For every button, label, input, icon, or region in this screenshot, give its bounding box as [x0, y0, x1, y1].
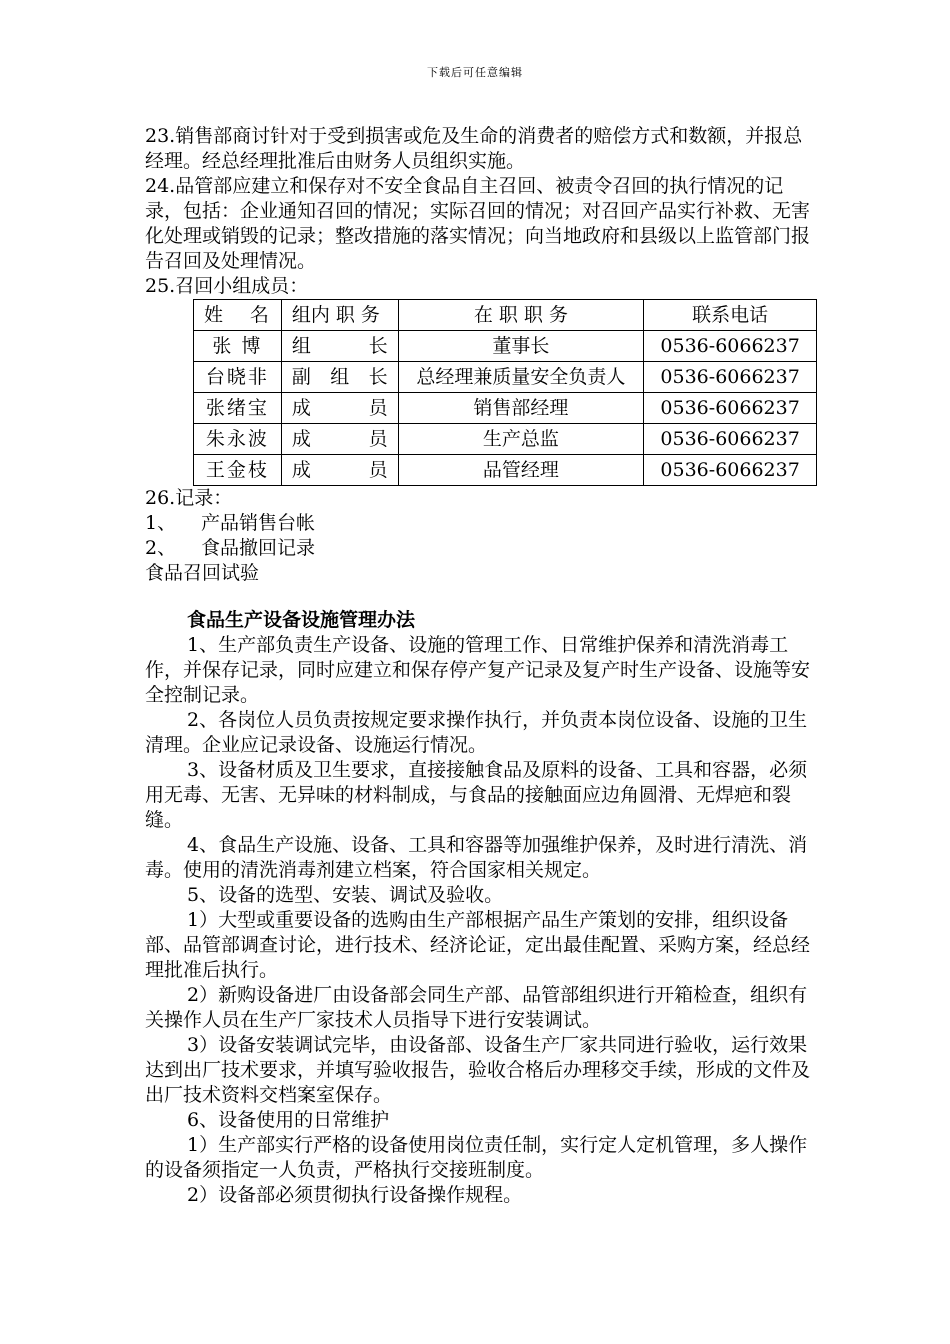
table-row [194, 424, 817, 455]
list-item [145, 536, 817, 561]
member-position: 总经理兼质量安全负责人 [398, 362, 644, 393]
list-number: 1、 [145, 512, 177, 534]
section-paragraph: 2）设备部必须贯彻执行设备操作规程。 [187, 1184, 523, 1206]
header-team-role: 组内 职 务 [281, 300, 398, 331]
member-role: 成 员 [281, 455, 398, 486]
section-paragraph: 2）新购设备进厂由设备部会同生产部、品管部组织进行开箱检查，组织有关操作人员在生产厂家技术人员指导下进行安装调试。 [145, 984, 808, 1031]
member-phone: 0536-6066237 [644, 393, 817, 424]
records-trailer: 食品召回试验 [145, 562, 260, 584]
table-header-row [194, 300, 817, 331]
paragraph-25: 25.召回小组成员： [145, 275, 309, 297]
table-row [194, 362, 817, 393]
section-paragraph: 1）生产部实行严格的设备使用岗位责任制，实行定人定机管理，多人操作的设备须指定一人负责，严格执行交接班制度。 [145, 1134, 808, 1181]
member-position: 品管经理 [398, 455, 644, 486]
member-name: 台晓非 [194, 362, 282, 393]
header-name: 姓 名 [194, 300, 282, 331]
section-paragraph: 1）大型或重要设备的选购由生产部根据产品生产策划的安排，组织设备部、品管部调查讨论，进行技术、经济论证，定出最佳配置、采购方案，经总经理批准后执行。 [145, 909, 811, 981]
member-phone: 0536-6066237 [644, 362, 817, 393]
member-role: 成 员 [281, 424, 398, 455]
member-phone: 0536-6066237 [644, 424, 817, 455]
list-number: 2、 [145, 537, 177, 559]
records-heading: 26.记录： [145, 487, 233, 509]
section-paragraph: 4、食品生产设施、设备、工具和容器等加强维护保养，及时进行清洗、消毒。使用的清洗消毒剂建立档案，符合国家相关规定。 [145, 834, 808, 881]
section-title: 食品生产设备设施管理办法 [187, 609, 416, 631]
header-phone: 联系电话 [644, 300, 817, 331]
page-header-note: 下载后可任意编辑 [427, 66, 523, 79]
section-paragraph: 6、设备使用的日常维护 [187, 1109, 390, 1131]
member-phone: 0536-6066237 [644, 331, 817, 362]
member-role: 副 组 长 [281, 362, 398, 393]
table-row [194, 455, 817, 486]
member-position: 生产总监 [398, 424, 644, 455]
paragraph-24: 24.品管部应建立和保存对不安全食品自主召回、被责令召回的执行情况的记录，包括：企业通知召回的情况；实际召回的情况；对召回产品实行补救、无害化处理或销毁的记录；整改措施的落实情况；向当地政府和县级以上监管部门报告召回及处理情况。 [145, 175, 811, 272]
list-text: 食品撤回记录 [201, 537, 316, 559]
member-name: 张 博 [194, 331, 282, 362]
member-name: 张绪宝 [194, 393, 282, 424]
section-paragraph: 5、设备的选型、安装、调试及验收。 [187, 884, 504, 906]
section-paragraph: 2、各岗位人员负责按规定要求操作执行，并负责本岗位设备、设施的卫生清理。企业应记录设备、设施运行情况。 [145, 709, 808, 756]
section-paragraph: 3）设备安装调试完毕，由设备部、设备生产厂家共同进行验收，运行效果达到出厂技术要求，并填写验收报告，验收合格后办理移交手续，形成的文件及出厂技术资料交档案室保存。 [145, 1034, 811, 1106]
table-row [194, 393, 817, 424]
member-phone: 0536-6066237 [644, 455, 817, 486]
member-position: 董事长 [398, 331, 644, 362]
list-text: 产品销售台帐 [201, 512, 316, 534]
member-role: 组 长 [281, 331, 398, 362]
recall-team-table [193, 299, 817, 486]
paragraph-23: 23.销售部商讨针对于受到损害或危及生命的消费者的赔偿方式和数额，并报总经理。经总经理批准后由财务人员组织实施。 [145, 125, 803, 172]
section-paragraph: 1、生产部负责生产设备、设施的管理工作、日常维护保养和清洗消毒工作，并保存记录，同时应建立和保存停产复产记录及复产时生产设备、设施等安全控制记录。 [145, 634, 811, 706]
list-item [145, 511, 817, 536]
member-name: 朱永波 [194, 424, 282, 455]
member-position: 销售部经理 [398, 393, 644, 424]
table-row [194, 331, 817, 362]
section-paragraph: 3、设备材质及卫生要求，直接接触食品及原料的设备、工具和容器，必须用无毒、无害、无异味的材料制成，与食品的接触面应边角圆滑、无焊疤和裂缝。 [145, 759, 808, 831]
member-name: 王金枝 [194, 455, 282, 486]
document-body [145, 124, 817, 1208]
member-role: 成 员 [281, 393, 398, 424]
header-position: 在 职 职 务 [398, 300, 644, 331]
